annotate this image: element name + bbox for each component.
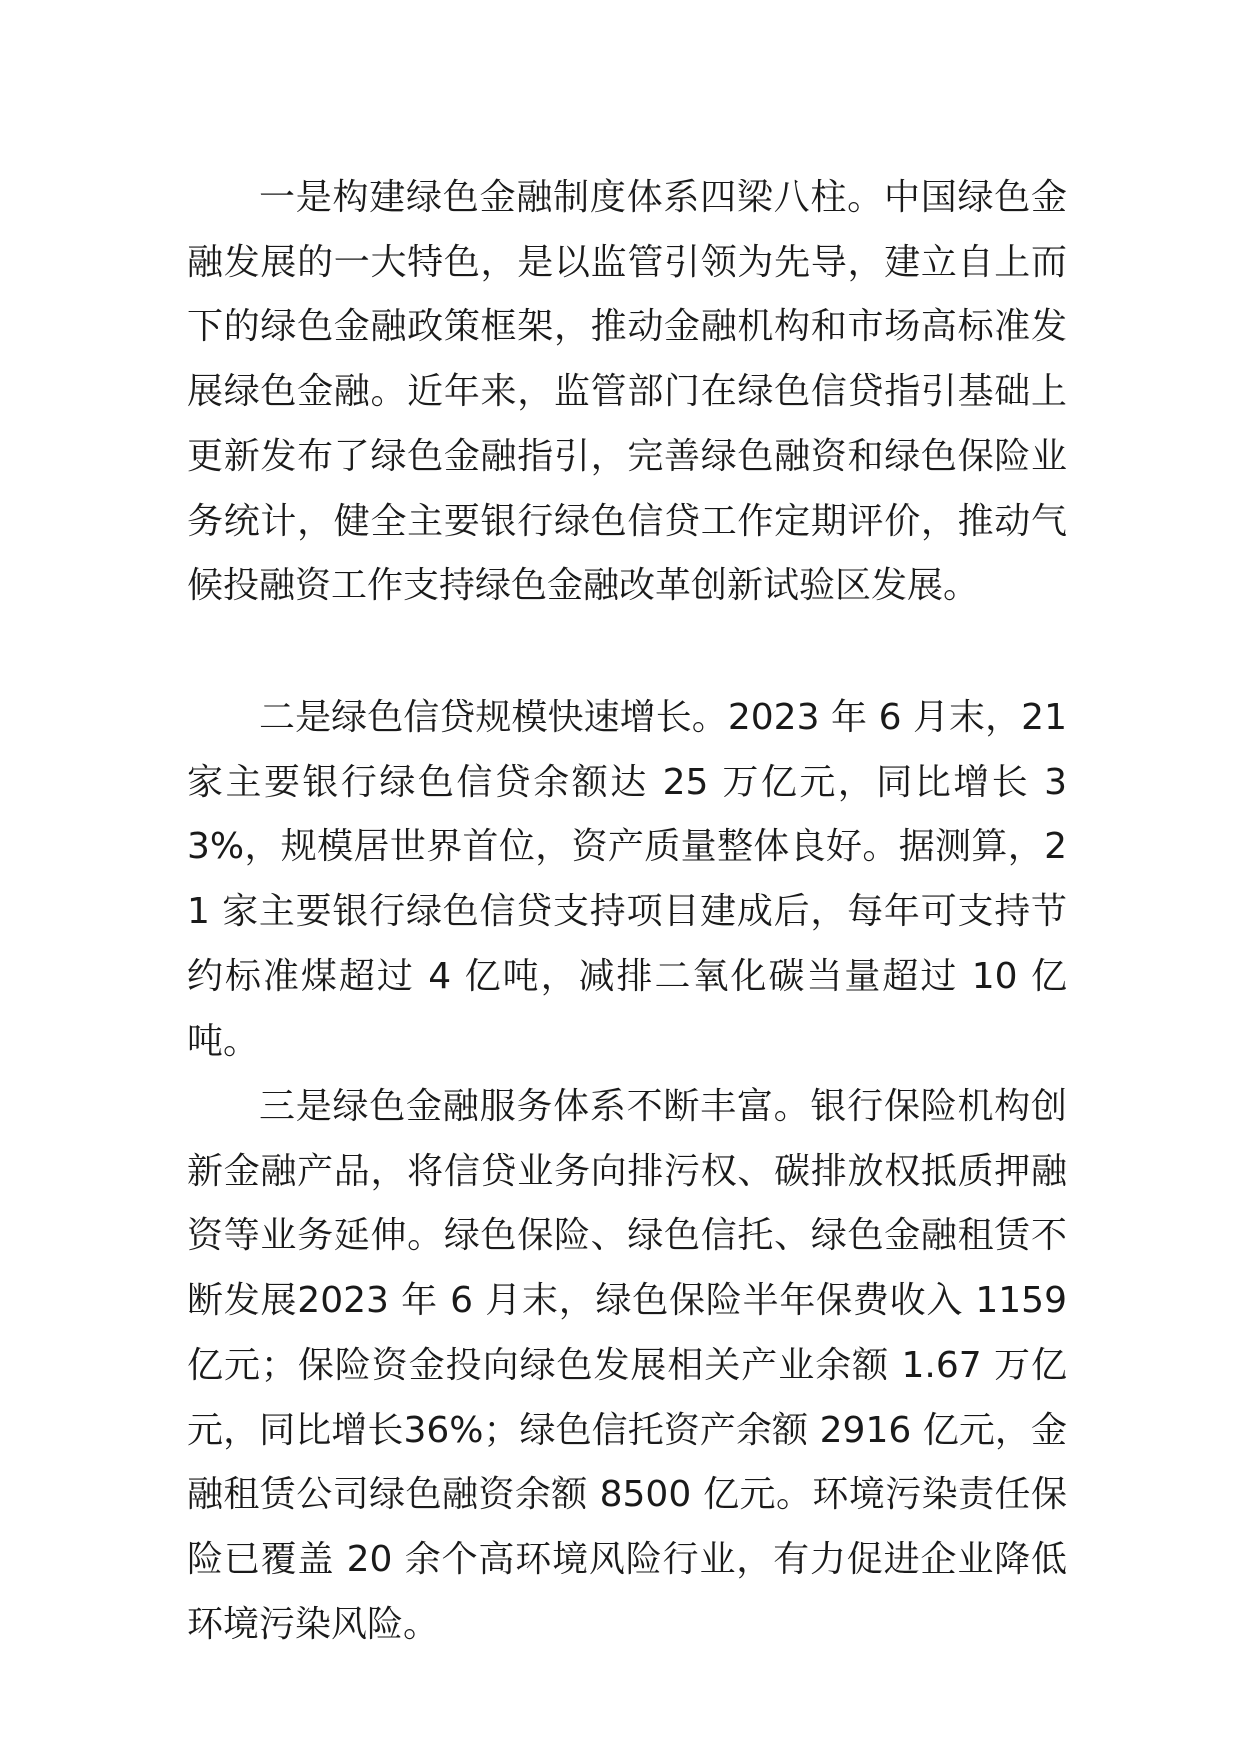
paragraph-green-finance-services: 三是绿色金融服务体系不断丰富。银行保险机构创新金融产品，将信贷业务向排污权、碳排放权抵质押融资等业务延伸。绿色保险、绿色信托、绿色金融租赁不断发展2023 年 6 月末，绿色保险半年保费收入 1159 亿元；保险资金投向绿色发展相关产业余额 1.67 万亿元，同比增长36%；绿色信托资产余额 2916 亿元，金融租赁公司绿色融资余额 8500 亿元。环境污染责任保险已覆盖 20 余个高环境风险行业，有力促进企业降低环境污染风险。: [187, 1086, 1067, 1645]
paragraph-green-credit-growth: 二是绿色信贷规模快速增长。2023 年 6 月末，21 家主要银行绿色信贷余额达 25 万亿元，同比增长 33%，规模居世界首位，资产质量整体良好。据测算，21 家主要银行绿色信贷支持项目建成后，每年可支持节约标准煤超过 4 亿吨，减排二氧化碳当量超过 10 亿吨。: [187, 697, 1067, 1062]
paragraph-green-finance-system: 一是构建绿色金融制度体系四梁八柱。中国绿色金融发展的一大特色，是以监管引领为先导，建立自上而下的绿色金融政策框架，推动金融机构和市场高标准发展绿色金融。近年来，监管部门在绿色信贷指引基础上更新发布了绿色金融指引，完善绿色融资和绿色保险业务统计，健全主要银行绿色信贷工作定期评价，推动气候投融资工作支持绿色金融改革创新试验区发展。: [187, 177, 1067, 607]
